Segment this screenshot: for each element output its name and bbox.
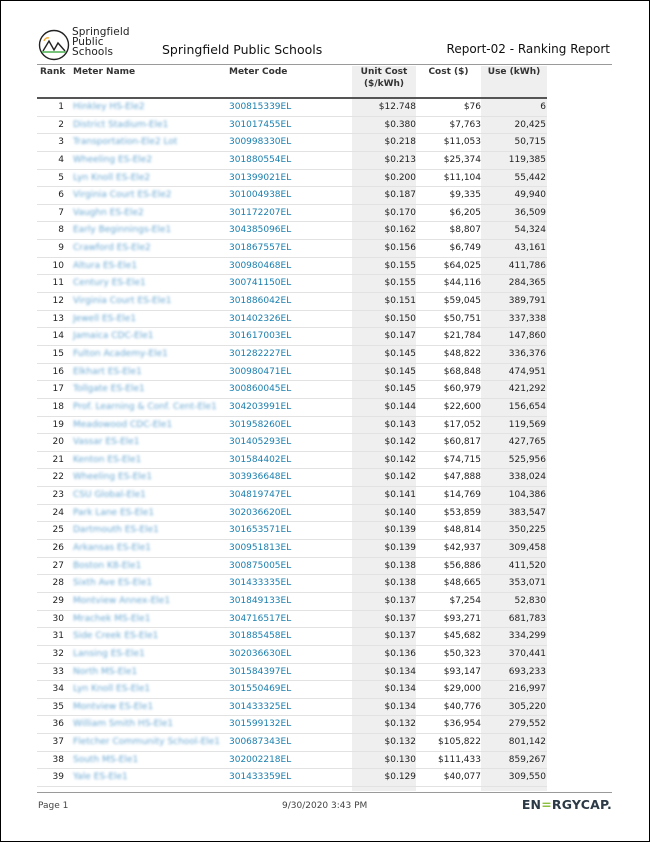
- unit-cost-cell: $0.151: [384, 296, 416, 307]
- cost-cell: $50,751: [443, 313, 481, 324]
- table-row: [37, 452, 547, 470]
- table-row: [37, 646, 547, 664]
- use-cell: 353,071: [508, 578, 546, 589]
- use-cell: 693,233: [508, 666, 546, 677]
- meter-code-link[interactable]: 301004938EL: [229, 190, 292, 201]
- use-cell: 20,425: [514, 119, 546, 130]
- use-cell: 337,338: [508, 313, 546, 324]
- unit-cost-cell: $0.147: [384, 331, 416, 342]
- unit-cost-cell: $0.170: [384, 207, 416, 218]
- rank-cell: 26: [52, 543, 64, 554]
- use-cell: 681,783: [508, 613, 546, 624]
- table-row: [37, 716, 547, 734]
- cost-cell: $40,776: [443, 701, 481, 712]
- table-row: [37, 752, 547, 770]
- table-row: [37, 152, 547, 170]
- table-row: [37, 769, 547, 787]
- use-cell: 52,830: [514, 595, 546, 606]
- meter-name-link[interactable]: Kenton ES-Ele1: [73, 454, 142, 465]
- rank-cell: 21: [52, 454, 64, 465]
- rank-cell: 13: [52, 313, 64, 324]
- unit-cost-cell: $0.156: [384, 243, 416, 254]
- unit-cost-cell: $0.139: [384, 525, 416, 536]
- unit-cost-cell: $0.145: [384, 348, 416, 359]
- meter-code-link[interactable]: 301017455EL: [229, 119, 292, 130]
- meter-code-link[interactable]: 301584402EL: [229, 454, 292, 465]
- cost-cell: $25,374: [443, 154, 481, 165]
- meter-code-link[interactable]: 300875005EL: [229, 560, 292, 571]
- rank-cell: 16: [52, 366, 64, 377]
- table-row: [37, 469, 547, 487]
- rank-cell: 17: [52, 384, 64, 395]
- use-cell: 421,292: [508, 384, 546, 395]
- meter-code-link[interactable]: 301433325EL: [229, 701, 292, 712]
- table-row: [37, 117, 547, 135]
- unit-cost-cell: $0.134: [384, 684, 416, 695]
- rank-cell: 18: [52, 401, 64, 412]
- meter-code-link[interactable]: 302036630EL: [229, 648, 292, 659]
- cost-cell: $74,715: [443, 454, 481, 465]
- use-cell: 50,715: [514, 137, 546, 148]
- meter-name-link[interactable]: North MS-Ele1: [73, 666, 138, 677]
- table-row: [37, 399, 547, 417]
- cost-cell: $48,665: [443, 578, 481, 589]
- unit-cost-cell: $12.748: [378, 102, 416, 112]
- use-cell: 49,940: [514, 190, 546, 201]
- use-cell: 427,765: [508, 437, 546, 448]
- unit-cost-cell: $0.155: [384, 260, 416, 271]
- school-logo: [38, 27, 138, 63]
- use-cell: 334,299: [508, 631, 546, 642]
- column-header-meter-code: Meter Code: [229, 67, 288, 77]
- meter-name-link[interactable]: Sixth Ave ES-Ele1: [73, 578, 153, 589]
- rank-cell: 30: [52, 613, 64, 624]
- logo-line-2: Public: [72, 36, 104, 48]
- unit-cost-cell: $0.137: [384, 631, 416, 642]
- cost-cell: $11,053: [443, 137, 481, 148]
- use-cell: 104,386: [508, 490, 546, 501]
- column-header-cost: Cost ($): [428, 67, 469, 77]
- meter-code-link[interactable]: 301433359EL: [229, 772, 292, 783]
- meter-code-link[interactable]: 304819747EL: [229, 490, 292, 501]
- rank-cell: 36: [52, 719, 64, 730]
- print-timestamp: 9/30/2020 3:43 PM: [282, 801, 368, 811]
- header-divider: [37, 64, 612, 65]
- use-cell: 279,552: [508, 719, 546, 730]
- rank-cell: 31: [52, 631, 64, 642]
- cost-cell: $48,814: [443, 525, 481, 536]
- energycap-logo: EN=RGYCAP.: [521, 797, 612, 812]
- table-row: [37, 293, 547, 311]
- cost-cell: $11,104: [443, 172, 481, 183]
- rank-cell: 2: [58, 119, 64, 130]
- use-cell: 411,786: [508, 260, 546, 271]
- meter-code-link[interactable]: 301433335EL: [229, 578, 292, 589]
- unit-cost-cell: $0.162: [384, 225, 416, 236]
- meter-name-link[interactable]: South MS-Ele1: [73, 754, 139, 765]
- unit-cost-cell: $0.213: [384, 154, 416, 165]
- table-row: [37, 381, 547, 399]
- meter-name-link[interactable]: William Smith HS-Ele1: [73, 719, 174, 730]
- rank-cell: 14: [52, 331, 64, 342]
- meter-name-link[interactable]: CSU Global-Ele1: [73, 490, 146, 501]
- meter-name-link[interactable]: Boston K8-Ele1: [73, 560, 142, 571]
- use-cell: 119,569: [508, 419, 546, 430]
- unit-cost-cell: $0.138: [384, 578, 416, 589]
- use-cell: 350,225: [508, 525, 546, 536]
- table-row: [37, 205, 547, 223]
- meter-name-link[interactable]: Meadowood CDC-Ele1: [73, 419, 173, 430]
- table-row: [37, 628, 547, 646]
- cost-cell: $111,433: [438, 754, 481, 765]
- rank-cell: 15: [52, 348, 64, 359]
- rank-cell: 24: [52, 507, 64, 518]
- unit-cost-cell: $0.132: [384, 737, 416, 748]
- footer-divider: [37, 792, 612, 793]
- table-row: [37, 346, 547, 364]
- meter-code-link[interactable]: 301867557EL: [229, 243, 292, 254]
- rank-cell: 12: [52, 296, 64, 307]
- meter-name-link[interactable]: Lansing ES-Ele1: [73, 648, 145, 659]
- use-cell: 216,997: [508, 684, 546, 695]
- table-row: [37, 540, 547, 558]
- meter-name-link[interactable]: Lyn Knoll ES-Ele1: [73, 684, 151, 695]
- meter-name-link[interactable]: Wheeling ES-Ele2: [73, 154, 153, 165]
- mountain-logo-icon: [38, 29, 70, 61]
- meter-name-link[interactable]: Tollgate ES-Ele1: [73, 384, 145, 395]
- meter-code-link[interactable]: 304385096EL: [229, 225, 292, 236]
- unit-cost-cell: $0.137: [384, 595, 416, 606]
- meter-name-link[interactable]: Vassar ES-Ele1: [73, 437, 140, 448]
- rank-cell: 37: [52, 737, 64, 748]
- meter-name-link[interactable]: Virginia Court ES-Ele2: [73, 190, 172, 201]
- table-row: [37, 187, 547, 205]
- unit-cost-cell: $0.134: [384, 666, 416, 677]
- use-cell: 389,791: [508, 296, 546, 307]
- unit-cost-cell: $0.140: [384, 507, 416, 518]
- unit-cost-cell: $0.141: [384, 490, 416, 501]
- cost-cell: $45,682: [443, 631, 481, 642]
- rank-cell: 38: [52, 754, 64, 765]
- unit-cost-cell: $0.142: [384, 437, 416, 448]
- rank-cell: 35: [52, 701, 64, 712]
- cost-cell: $29,000: [443, 684, 481, 695]
- meter-name-link[interactable]: Transportation-Ele2 Lot: [73, 137, 178, 148]
- table-row: [37, 505, 547, 523]
- use-cell: 305,220: [508, 701, 546, 712]
- use-cell: 54,324: [514, 225, 546, 236]
- table-row: [37, 734, 547, 752]
- cost-cell: $42,937: [443, 543, 481, 554]
- use-cell: 309,550: [508, 772, 546, 783]
- use-cell: 411,520: [508, 560, 546, 571]
- rank-cell: 3: [58, 137, 64, 148]
- meter-name-link[interactable]: Fletcher Community School-Ele1: [73, 737, 221, 748]
- use-cell: 383,547: [508, 507, 546, 518]
- table-row: [37, 575, 547, 593]
- use-cell: 36,509: [514, 207, 546, 218]
- use-cell: 801,142: [508, 737, 546, 748]
- use-cell: 156,654: [508, 401, 546, 412]
- cost-cell: $8,807: [449, 225, 481, 236]
- rank-cell: 34: [52, 684, 64, 695]
- meter-code-link[interactable]: 301399021EL: [229, 172, 292, 183]
- meter-code-link[interactable]: 301617003EL: [229, 331, 292, 342]
- meter-name-link[interactable]: Elkhart ES-Ele1: [73, 366, 142, 377]
- cost-cell: $93,147: [443, 666, 481, 677]
- rank-cell: 20: [52, 437, 64, 448]
- meter-name-link[interactable]: Jamaica CDC-Ele1: [73, 331, 154, 342]
- meter-name-link[interactable]: Crawford ES-Ele2: [73, 243, 151, 254]
- cost-cell: $76: [463, 102, 481, 112]
- use-cell: 6: [540, 102, 546, 112]
- unit-cost-cell: $0.130: [384, 754, 416, 765]
- table-row: [37, 417, 547, 435]
- table-row: [37, 611, 547, 629]
- table-row: [37, 664, 547, 682]
- use-cell: 336,376: [508, 348, 546, 359]
- cost-cell: $60,979: [443, 384, 481, 395]
- meter-name-link[interactable]: District Stadium-Ele1: [73, 119, 169, 130]
- meter-code-link[interactable]: 302036620EL: [229, 507, 292, 518]
- table-row: [37, 99, 547, 117]
- rank-cell: 29: [52, 595, 64, 606]
- meter-name-link[interactable]: Montview Annex-Ele1: [73, 595, 171, 606]
- use-cell: 119,385: [508, 154, 546, 165]
- rank-cell: 4: [58, 154, 64, 165]
- meter-name-link[interactable]: Vaughn ES-Ele2: [73, 207, 144, 218]
- meter-code-link[interactable]: 300860045EL: [229, 384, 292, 395]
- meter-code-link[interactable]: 304716517EL: [229, 613, 292, 624]
- meter-name-link[interactable]: Prof. Learning & Conf. Cent-Ele1: [73, 401, 217, 412]
- rank-cell: 23: [52, 490, 64, 501]
- logo-line-1: Springfield: [72, 26, 130, 38]
- meter-name-link[interactable]: Fulton Academy-Ele1: [73, 348, 168, 359]
- use-cell: 338,024: [508, 472, 546, 483]
- cost-cell: $6,205: [449, 207, 481, 218]
- table-row: [37, 222, 547, 240]
- rank-cell: 28: [52, 578, 64, 589]
- meter-code-link[interactable]: 301282227EL: [229, 348, 292, 359]
- cost-cell: $14,769: [443, 490, 481, 501]
- rank-cell: 5: [58, 172, 64, 183]
- meter-name-link[interactable]: Montview ES-Ele1: [73, 701, 154, 712]
- rank-cell: 7: [58, 207, 64, 218]
- unit-cost-cell: $0.134: [384, 701, 416, 712]
- table-row: [37, 134, 547, 152]
- meter-name-link[interactable]: Arkansas ES-Ele1: [73, 543, 151, 554]
- use-cell: 43,161: [514, 243, 546, 254]
- cost-cell: $48,822: [443, 348, 481, 359]
- meter-name-link[interactable]: Century ES-Ele1: [73, 278, 146, 289]
- cost-cell: $50,323: [443, 648, 481, 659]
- use-cell: 859,267: [508, 754, 546, 765]
- meter-code-link[interactable]: 302002218EL: [229, 754, 292, 765]
- table-row: [37, 699, 547, 717]
- table-row: [37, 328, 547, 346]
- cost-cell: $7,254: [449, 595, 481, 606]
- cost-cell: $105,822: [438, 737, 481, 748]
- table-row: [37, 558, 547, 576]
- table-row: [37, 522, 547, 540]
- rank-cell: 19: [52, 419, 64, 430]
- use-cell: 474,951: [508, 366, 546, 377]
- rank-cell: 9: [58, 243, 64, 254]
- report-title: Report-02 - Ranking Report: [446, 42, 610, 56]
- unit-cost-cell: $0.155: [384, 278, 416, 289]
- meter-code-link[interactable]: 301402326EL: [229, 313, 292, 324]
- meter-name-link[interactable]: Dartmouth ES-Ele1: [73, 525, 159, 536]
- meter-code-link[interactable]: 300687343EL: [229, 737, 292, 748]
- meter-name-link[interactable]: Hinkley HS-Ele2: [73, 102, 145, 112]
- unit-cost-cell: $0.137: [384, 613, 416, 624]
- cost-cell: $68,848: [443, 366, 481, 377]
- meter-code-link[interactable]: 301599132EL: [229, 719, 292, 730]
- cost-cell: $44,116: [443, 278, 481, 289]
- unit-cost-cell: $0.150: [384, 313, 416, 324]
- organization-title: Springfield Public Schools: [162, 42, 323, 57]
- rank-cell: 6: [58, 190, 64, 201]
- column-header-unit-cost: Unit Cost ($/kWh): [360, 67, 408, 89]
- unit-cost-cell: $0.142: [384, 472, 416, 483]
- logo-line-3: Schools: [72, 46, 114, 58]
- unit-cost-cell: $0.139: [384, 543, 416, 554]
- meter-code-link[interactable]: 300998330EL: [229, 137, 292, 148]
- unit-cost-cell: $0.380: [384, 119, 416, 130]
- use-cell: 525,956: [508, 454, 546, 465]
- unit-cost-cell: $0.136: [384, 648, 416, 659]
- use-cell: 309,458: [508, 543, 546, 554]
- meter-code-link[interactable]: 301849133EL: [229, 595, 292, 606]
- meter-code-link[interactable]: 300980471EL: [229, 366, 292, 377]
- meter-code-link[interactable]: 301584397EL: [229, 666, 292, 677]
- meter-name-link[interactable]: Altura ES-Ele1: [73, 260, 138, 271]
- meter-code-link[interactable]: 301886042EL: [229, 296, 292, 307]
- cost-cell: $21,784: [443, 331, 481, 342]
- cost-cell: $47,888: [443, 472, 481, 483]
- table-row: [37, 275, 547, 293]
- meter-code-link[interactable]: 301550469EL: [229, 684, 292, 695]
- meter-code-link[interactable]: 300951813EL: [229, 543, 292, 554]
- meter-name-link[interactable]: Virginia Court ES-Ele1: [73, 296, 172, 307]
- use-cell: 147,860: [508, 331, 546, 342]
- cost-cell: $9,335: [449, 190, 481, 201]
- unit-cost-cell: $0.144: [384, 401, 416, 412]
- rank-cell: 27: [52, 560, 64, 571]
- rank-cell: 33: [52, 666, 64, 677]
- meter-code-link[interactable]: 301880554EL: [229, 154, 292, 165]
- ranking-table: [37, 99, 547, 787]
- meter-code-link[interactable]: 300741150EL: [229, 278, 292, 289]
- unit-cost-cell: $0.138: [384, 560, 416, 571]
- column-header-use: Use (kWh): [487, 67, 541, 77]
- cost-cell: $64,025: [443, 260, 481, 271]
- meter-code-link[interactable]: 301405293EL: [229, 437, 292, 448]
- rank-cell: 1: [58, 102, 64, 112]
- rank-cell: 39: [52, 772, 64, 783]
- use-cell: 284,365: [508, 278, 546, 289]
- cost-cell: $22,600: [443, 401, 481, 412]
- table-row: [37, 258, 547, 276]
- rank-cell: 22: [52, 472, 64, 483]
- cost-cell: $59,045: [443, 296, 481, 307]
- cost-cell: $60,817: [443, 437, 481, 448]
- cost-cell: $53,859: [443, 507, 481, 518]
- cost-cell: $40,077: [443, 772, 481, 783]
- meter-name-link[interactable]: Yale ES-Ele1: [73, 772, 128, 783]
- meter-name-link[interactable]: Side Creek ES-Ele1: [73, 631, 159, 642]
- meter-name-link[interactable]: Park Lane ES-Ele1: [73, 507, 155, 518]
- use-cell: 370,441: [508, 648, 546, 659]
- table-row: [37, 681, 547, 699]
- meter-code-link[interactable]: 301653571EL: [229, 525, 292, 536]
- meter-code-link[interactable]: 304203991EL: [229, 401, 292, 412]
- meter-code-link[interactable]: 300980468EL: [229, 260, 292, 271]
- cost-cell: $93,271: [443, 613, 481, 624]
- unit-cost-cell: $0.145: [384, 366, 416, 377]
- unit-cost-cell: $0.142: [384, 454, 416, 465]
- table-row: [37, 240, 547, 258]
- cost-cell: $36,954: [443, 719, 481, 730]
- unit-cost-cell: $0.145: [384, 384, 416, 395]
- unit-cost-cell: $0.132: [384, 719, 416, 730]
- meter-name-link[interactable]: Wheeling ES-Ele1: [73, 472, 153, 483]
- table-row: [37, 593, 547, 611]
- rank-cell: 10: [52, 260, 64, 271]
- meter-code-link[interactable]: 300815339EL: [229, 102, 292, 112]
- meter-code-link[interactable]: 301885458EL: [229, 631, 292, 642]
- cost-cell: $7,763: [449, 119, 481, 130]
- rank-cell: 8: [58, 225, 64, 236]
- meter-name-link[interactable]: Early Beginnings-Ele1: [73, 225, 172, 236]
- meter-name-link[interactable]: Lyn Knoll ES-Ele2: [73, 172, 151, 183]
- unit-cost-cell: $0.187: [384, 190, 416, 201]
- rank-cell: 25: [52, 525, 64, 536]
- cost-cell: $56,886: [443, 560, 481, 571]
- unit-cost-cell: $0.218: [384, 137, 416, 148]
- unit-cost-cell: $0.129: [384, 772, 416, 783]
- table-row: [37, 364, 547, 382]
- table-row: [37, 434, 547, 452]
- rank-cell: 11: [52, 278, 64, 289]
- table-row: [37, 170, 547, 188]
- use-cell: 55,442: [514, 172, 546, 183]
- unit-cost-cell: $0.200: [384, 172, 416, 183]
- table-row: [37, 311, 547, 329]
- rank-cell: 32: [52, 648, 64, 659]
- meter-name-link[interactable]: Jewell ES-Ele1: [73, 313, 137, 324]
- unit-cost-cell: $0.143: [384, 419, 416, 430]
- logo-wordmark: [72, 27, 130, 57]
- page-number: Page 1: [38, 801, 69, 811]
- meter-code-link[interactable]: 303936648EL: [229, 472, 292, 483]
- meter-code-link[interactable]: 301958260EL: [229, 419, 292, 430]
- column-header-meter-name: Meter Name: [73, 67, 136, 77]
- column-header-rank: Rank: [40, 67, 66, 77]
- meter-name-link[interactable]: Mrachek MS-Ele1: [73, 613, 151, 624]
- cost-cell: $17,052: [443, 419, 481, 430]
- table-row: [37, 487, 547, 505]
- meter-code-link[interactable]: 301172207EL: [229, 207, 292, 218]
- cost-cell: $6,749: [449, 243, 481, 254]
